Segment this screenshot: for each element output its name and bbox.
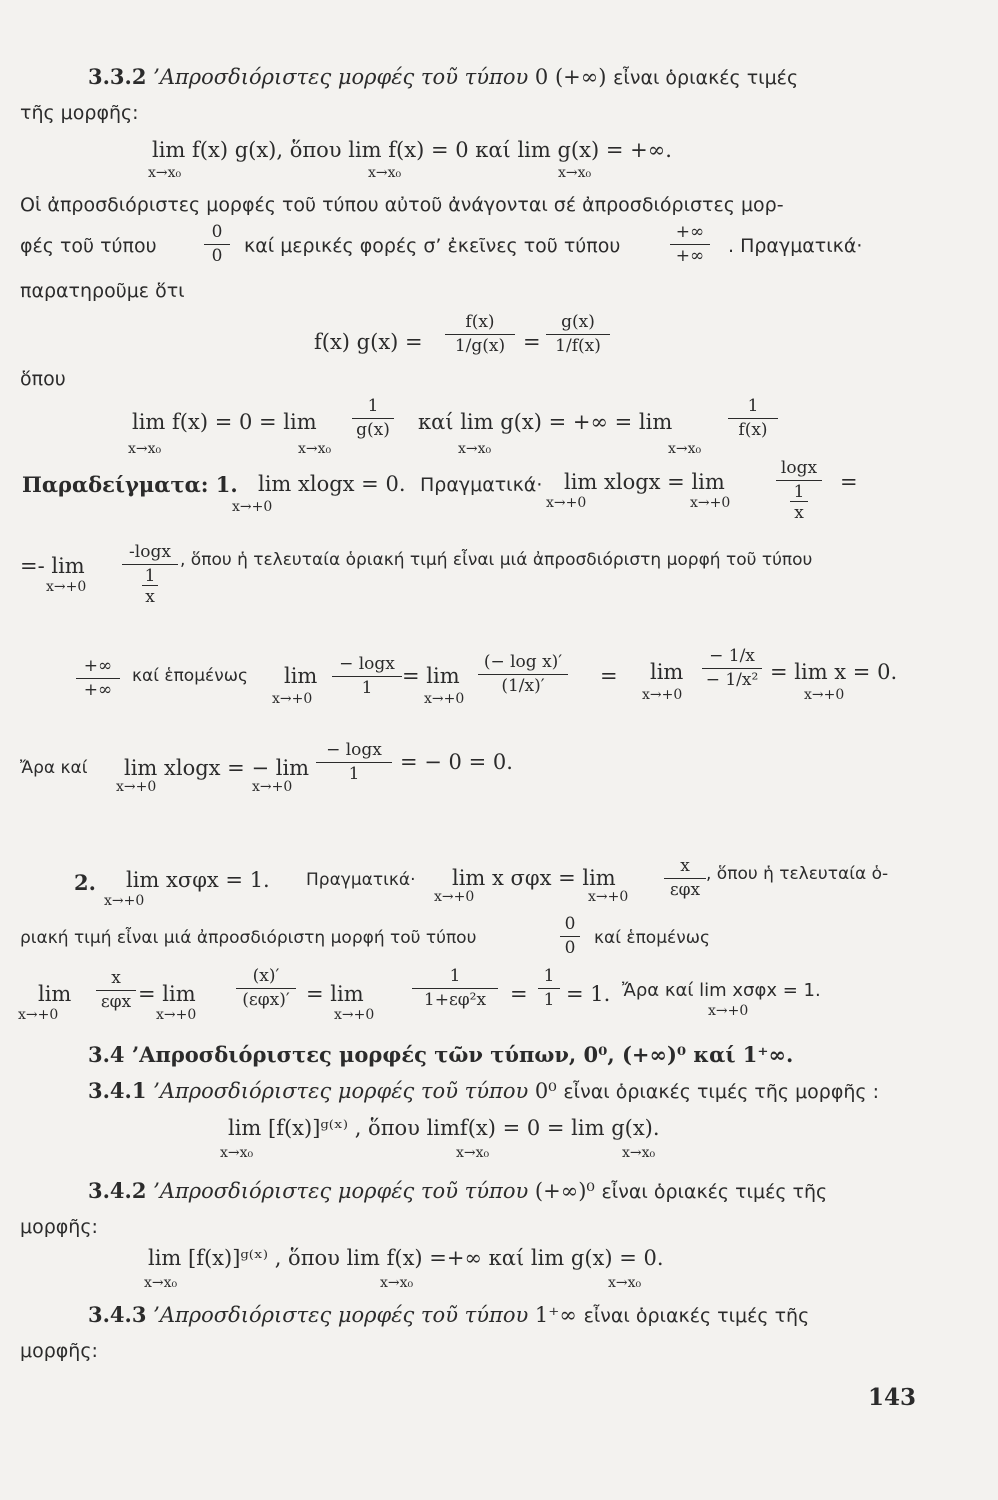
denominator: 1 (348, 764, 360, 784)
limit-subscript: x→+0 (708, 1003, 749, 1019)
indeed-label: Πραγματικά· (420, 474, 543, 496)
denominator: (1/x)′ (501, 676, 545, 696)
limit-subscript: x→+0 (804, 687, 845, 703)
equals-sign: = (510, 982, 528, 1006)
numerator: logx (776, 460, 822, 481)
fraction-zero-over-zero (204, 224, 230, 265)
section-tail-line: μορφῆς: (20, 1216, 98, 1238)
numerator: − logx (332, 656, 402, 677)
denominator: − 1/x² (705, 670, 759, 690)
page-number: 143 (868, 1384, 917, 1411)
limit-subscript: x→x₀ (298, 441, 332, 457)
limit-subscript: x→x₀ (458, 441, 492, 457)
where-label: ὅπου (20, 368, 66, 390)
paragraph-line: Οἱ ἀπροσδιόριστες μορφές τοῦ τύπου αὐτοῦ ἀνάγονται σέ ἀπροσδιόριστες μορ- (20, 194, 784, 216)
denominator: 1 (543, 990, 555, 1010)
fraction (332, 656, 402, 697)
numerator: 1 (412, 968, 498, 989)
limit-subscript: x→+0 (156, 1007, 197, 1023)
fraction-derivative-values (702, 648, 762, 689)
paragraph-line: παρατηροῦμε ὅτι (20, 280, 185, 302)
numerator: f(x) (445, 314, 515, 335)
equation-1-lhs: f(x) g(x) = (314, 330, 423, 354)
limit-subscript: x→+0 (546, 495, 587, 511)
section-3-4-heading: 3.4 ’Απροσδιόριστες μορφές τῶν τύπων, 0⁰, (+∞)⁰ καί 1⁺∞. (88, 1042, 794, 1067)
definition-formula: lim [f(x)]ᵍ⁽ˣ⁾ , ὅπου limf(x) = 0 = lim g(x). (228, 1116, 660, 1140)
fraction-logx-over-1-over-x (776, 460, 822, 522)
equals-sign: = (600, 664, 618, 688)
therefore-label: καί ἑπομένως (132, 666, 248, 686)
numerator: g(x) (546, 314, 610, 335)
limit-subscript: x→+0 (116, 779, 157, 795)
section-tail-line: μορφῆς: (20, 1340, 98, 1362)
form-type: 1⁺∞ (534, 1303, 577, 1327)
paragraph-line: . Πραγματικά· (728, 235, 863, 257)
numerator: +∞ (670, 224, 710, 245)
equals-sign: = (840, 470, 858, 494)
equation-part: = lim (306, 982, 364, 1006)
section-title: ’Απροσδιόριστες μορφές τοῦ τύπου (153, 1303, 529, 1327)
fraction (546, 314, 610, 355)
fraction-neg-logx (122, 544, 178, 606)
examples-label: Παραδείγματα: 1. (22, 472, 238, 497)
numerator: (− log x)′ (478, 654, 568, 675)
section-3-3-2-heading (88, 66, 798, 88)
numerator: 1 (728, 398, 778, 419)
limit-subscript: x→x₀ (608, 1275, 642, 1291)
form-type: 0⁰ (534, 1079, 557, 1103)
limit-subscript: x→x₀ (368, 165, 402, 181)
fraction-inf-over-inf (76, 658, 120, 699)
fraction (412, 968, 498, 1009)
fraction (352, 398, 394, 439)
section-number: 3.4.1 (88, 1078, 147, 1103)
fraction (236, 968, 296, 1009)
form-type: (+∞)⁰ (534, 1179, 595, 1203)
denominator: 1 (144, 566, 156, 586)
limit-subscript: x→+0 (642, 687, 683, 703)
lim-label: lim (38, 982, 72, 1006)
limit-subscript: x→x₀ (668, 441, 702, 457)
example-1-limit: lim xlogx = lim (564, 470, 725, 494)
numerator: +∞ (76, 658, 120, 679)
section-title: ’Απροσδιόριστες μορφές τοῦ τύπου (153, 1079, 529, 1103)
section-tail: εἶναι ὁριακές τιμές (613, 67, 799, 89)
denominator: 0 (211, 246, 223, 266)
limit-subscript: x→+0 (232, 499, 273, 515)
denominator: εφx (100, 992, 132, 1012)
limit-subscript: x→x₀ (456, 1145, 490, 1161)
fraction-inf-over-inf (670, 224, 710, 265)
limit-subscript: x→x₀ (622, 1145, 656, 1161)
section-title: ’Απροσδιόριστες μορφές τοῦ τύπου (153, 65, 529, 89)
section-number: 3.4.2 (88, 1178, 147, 1203)
equation-part: = − 0 = 0. (400, 750, 513, 774)
section-number: 3.3.2 (88, 64, 147, 89)
denominator: 1/f(x) (555, 336, 601, 356)
numerator: 1 (538, 968, 560, 989)
limit-subscript: x→+0 (104, 893, 145, 909)
equation-2-left: lim f(x) = 0 = lim (132, 410, 317, 434)
numerator: -logx (122, 544, 178, 565)
fraction (316, 742, 392, 783)
numerator: x (664, 858, 706, 879)
section-title: ’Απροσδιόριστες μορφές τοῦ τύπου (153, 1179, 529, 1203)
limit-subscript: x→+0 (424, 691, 465, 707)
section-tail-line: τῆς μορφῆς: (20, 102, 139, 124)
example-1-statement: lim xlogx = 0. (258, 472, 406, 496)
denominator-x: x (142, 585, 158, 606)
example-2-number: 2. (74, 870, 96, 895)
paragraph-line: φές τοῦ τύπου (20, 235, 157, 257)
lim-label: lim (650, 660, 684, 684)
section-number: 3.4.3 (88, 1302, 147, 1327)
denominator: +∞ (675, 246, 705, 266)
fraction-x-over-tan (664, 858, 706, 899)
denominator: g(x) (356, 420, 390, 440)
denominator: εφx (669, 880, 701, 900)
denominator: 1 (793, 482, 805, 502)
limit-subscript: x→x₀ (144, 1275, 178, 1291)
section-3-4-1-heading (88, 1080, 879, 1102)
limit-subscript: x→+0 (588, 889, 629, 905)
numerator: x (96, 970, 136, 991)
limit-subscript: x→+0 (434, 889, 475, 905)
limit-subscript: x→x₀ (380, 1275, 414, 1291)
example-2-limit: lim x σφx = lim (452, 866, 616, 890)
limit-subscript: x→+0 (46, 579, 87, 595)
fraction (728, 398, 778, 439)
limit-subscript: x→+0 (18, 1007, 59, 1023)
denominator: 1+εφ²x (423, 990, 487, 1010)
equation-part: = lim (402, 664, 460, 688)
limit-subscript: x→+0 (334, 1007, 375, 1023)
lim-label: lim (284, 664, 318, 688)
therefore-label: καί ἑπομένως (594, 928, 710, 948)
section-tail: εἶναι ὁριακές τιμές τῆς (601, 1181, 828, 1203)
paragraph-line: καί μερικές φορές σ’ ἐκεῖνες τοῦ τύπου (244, 235, 621, 257)
denominator: (εφx)′ (242, 990, 290, 1010)
hence-label: Ἄρα καί (20, 758, 88, 778)
limit-subscript: x→x₀ (148, 165, 182, 181)
denominator: 1 (361, 678, 373, 698)
denominator: f(x) (738, 420, 768, 440)
section-tail: εἶναι ὁριακές τιμές τῆς μορφῆς : (563, 1081, 880, 1103)
equation-2-right: καί lim g(x) = +∞ = lim (418, 410, 673, 434)
section-3-4-3-heading (88, 1304, 809, 1326)
definition-formula: lim [f(x)]ᵍ⁽ˣ⁾ , ὅπου lim f(x) =+∞ καί lim g(x) = 0. (148, 1246, 664, 1270)
equals-sign: = (523, 330, 541, 354)
numerator: 0 (560, 916, 580, 937)
section-3-4-2-heading (88, 1180, 827, 1202)
numerator: − 1/x (702, 648, 762, 669)
fraction-derivatives (478, 654, 568, 695)
example-2-comment: , ὅπου ἡ τελευταία ὁ- (706, 864, 889, 884)
numerator: (x)′ (236, 968, 296, 989)
numerator: − logx (316, 742, 392, 763)
equation-part: = lim (138, 982, 196, 1006)
equation-part: = 1. (566, 982, 611, 1006)
limit-subscript: x→+0 (690, 495, 731, 511)
numerator: 0 (204, 224, 230, 245)
example-1-line-2: =- lim (20, 554, 85, 578)
fraction (96, 970, 136, 1011)
denominator: 0 (564, 938, 576, 958)
denominator: 1/g(x) (454, 336, 506, 356)
fraction-zero-over-zero (560, 916, 580, 957)
limit-subscript: x→x₀ (220, 1145, 254, 1161)
equation-part: = lim x = 0. (770, 660, 898, 684)
example-1-comment: , ὅπου ἡ τελευταία ὁριακή τιμή εἶναι μιά ἀπροσδιόριστη μορφή τοῦ τύπου (180, 550, 813, 570)
numerator: 1 (352, 398, 394, 419)
example-2-line-2: ριακή τιμή εἶναι μιά ἀπροσδιόριστη μορφή τοῦ τύπου (20, 928, 477, 948)
fraction (538, 968, 560, 1009)
fraction (445, 314, 515, 355)
equation-part: lim xlogx = − lim (124, 756, 310, 780)
denominator: +∞ (83, 680, 113, 700)
denominator-x: x (790, 501, 808, 522)
example-2-statement: lim xσφx = 1. (126, 868, 270, 892)
limit-subscript: x→+0 (252, 779, 293, 795)
hence-conclusion: Ἄρα καί lim xσφx = 1. (622, 980, 821, 1001)
limit-subscript: x→+0 (272, 691, 313, 707)
indeed-label: Πραγματικά· (306, 870, 416, 890)
definition-formula: lim f(x) g(x), ὅπου lim f(x) = 0 καί lim g(x) = +∞. (152, 138, 672, 162)
section-tail: εἶναι ὁριακές τιμές τῆς (583, 1305, 810, 1327)
limit-subscript: x→x₀ (558, 165, 592, 181)
form-type: 0 (+∞) (534, 65, 607, 89)
limit-subscript: x→x₀ (128, 441, 162, 457)
